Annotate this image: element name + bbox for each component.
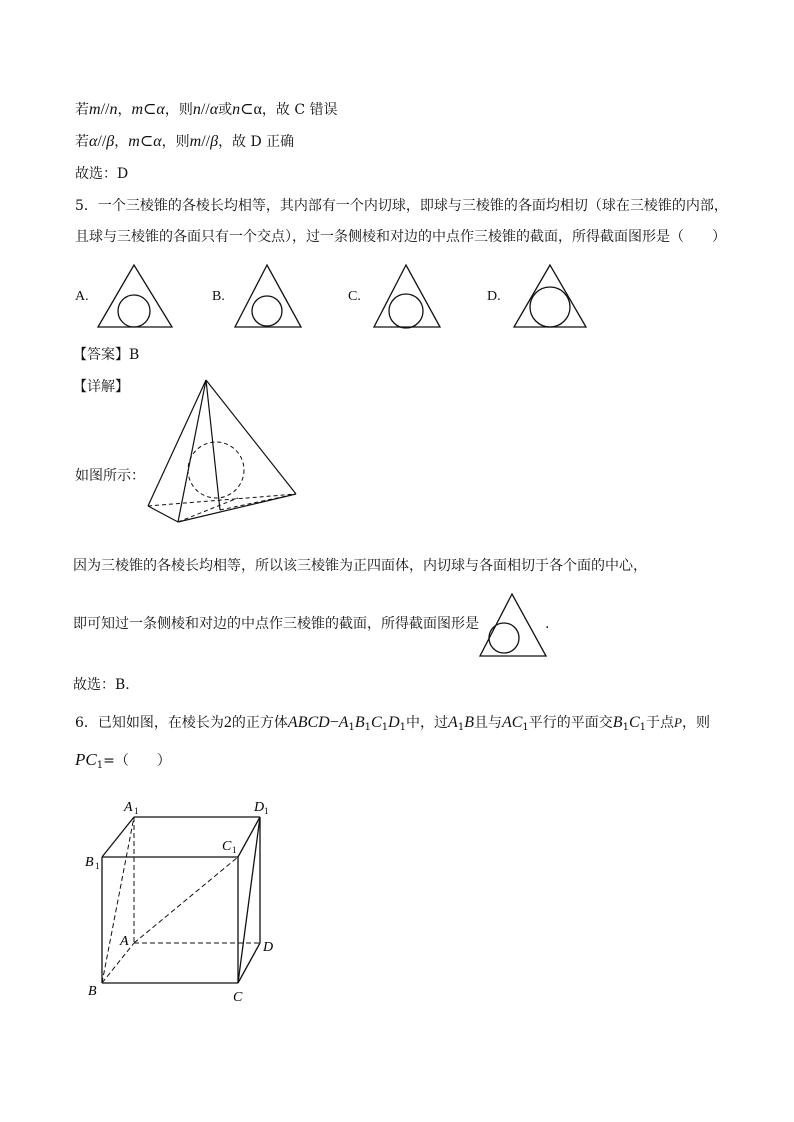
q5-option-a-label: A. <box>75 289 89 304</box>
q5-option-b-label: B. <box>212 289 225 304</box>
label-a1: A <box>124 800 133 815</box>
statement-d-line: 若α//β，m⊂α，则m//β，故 D 正确 <box>75 133 295 150</box>
label-a1-sub: 1 <box>134 806 139 816</box>
label-b: B <box>88 984 97 999</box>
q5-explain-period: . <box>545 616 550 632</box>
q5-answer: 【答案】B <box>73 347 140 363</box>
q6-text-line1: 6．已知如图，在棱长为2的正方体$ABCD-A_1B_1C_1D_1$中，过$A_1B$且与$AC_1$平行的平面交$B_1C_1$于点P，则 <box>75 714 710 733</box>
q5-explain-line1: 因为三棱锥的各棱长均相等，所以该三棱锥为正四面体，内切球与各面相切于各个面的中心， <box>73 558 647 574</box>
label-d1-sub: 1 <box>264 806 269 816</box>
label-b1-sub: 1 <box>95 861 100 871</box>
tetrahedron-figure <box>146 378 298 526</box>
label-b1: B <box>85 855 94 870</box>
statement-c-line: 若m//n，m⊂α，则n//α或n⊂α，故 C 错误 <box>75 101 338 118</box>
label-d: D <box>263 940 274 955</box>
q5-text-line1: 5．一个三棱锥的各棱长均相等，其内部有一个内切球，即球与三棱锥的各面均相切（球在三棱锥的内部， <box>75 198 728 214</box>
label-d1: D <box>254 800 265 815</box>
q5-option-d-figure <box>512 263 592 329</box>
q5-option-d-label: D. <box>487 289 501 304</box>
label-c: C <box>233 990 243 1005</box>
q5-option-c-label: C. <box>348 289 361 304</box>
q5-option-a-figure <box>96 263 176 329</box>
label-a: A <box>120 934 129 949</box>
q5-text-line2: 且球与三棱锥的各面只有一个交点），过一条侧棱和对边的中点作三棱锥的截面，所得截面图形是（ ） <box>75 229 726 245</box>
q6-text-line2: $PC_1=$（ ） <box>75 750 171 771</box>
prev-answer: 故选：D <box>75 166 129 182</box>
label-c1-sub: 1 <box>232 845 237 855</box>
q5-option-c-figure <box>372 263 444 329</box>
cube-figure <box>82 795 282 1005</box>
q5-section-figure <box>478 592 548 658</box>
q5-figure-caption: 如图所示： <box>75 468 145 484</box>
q5-option-b-figure <box>233 263 305 329</box>
q5-detail-header: 【详解】 <box>73 379 129 395</box>
q5-final: 故选：B. <box>73 677 130 693</box>
label-c1: C <box>222 839 232 854</box>
q5-explain-line2: 即可知过一条侧棱和对边的中点作三棱锥的截面，所得截面图形是 <box>73 616 479 632</box>
